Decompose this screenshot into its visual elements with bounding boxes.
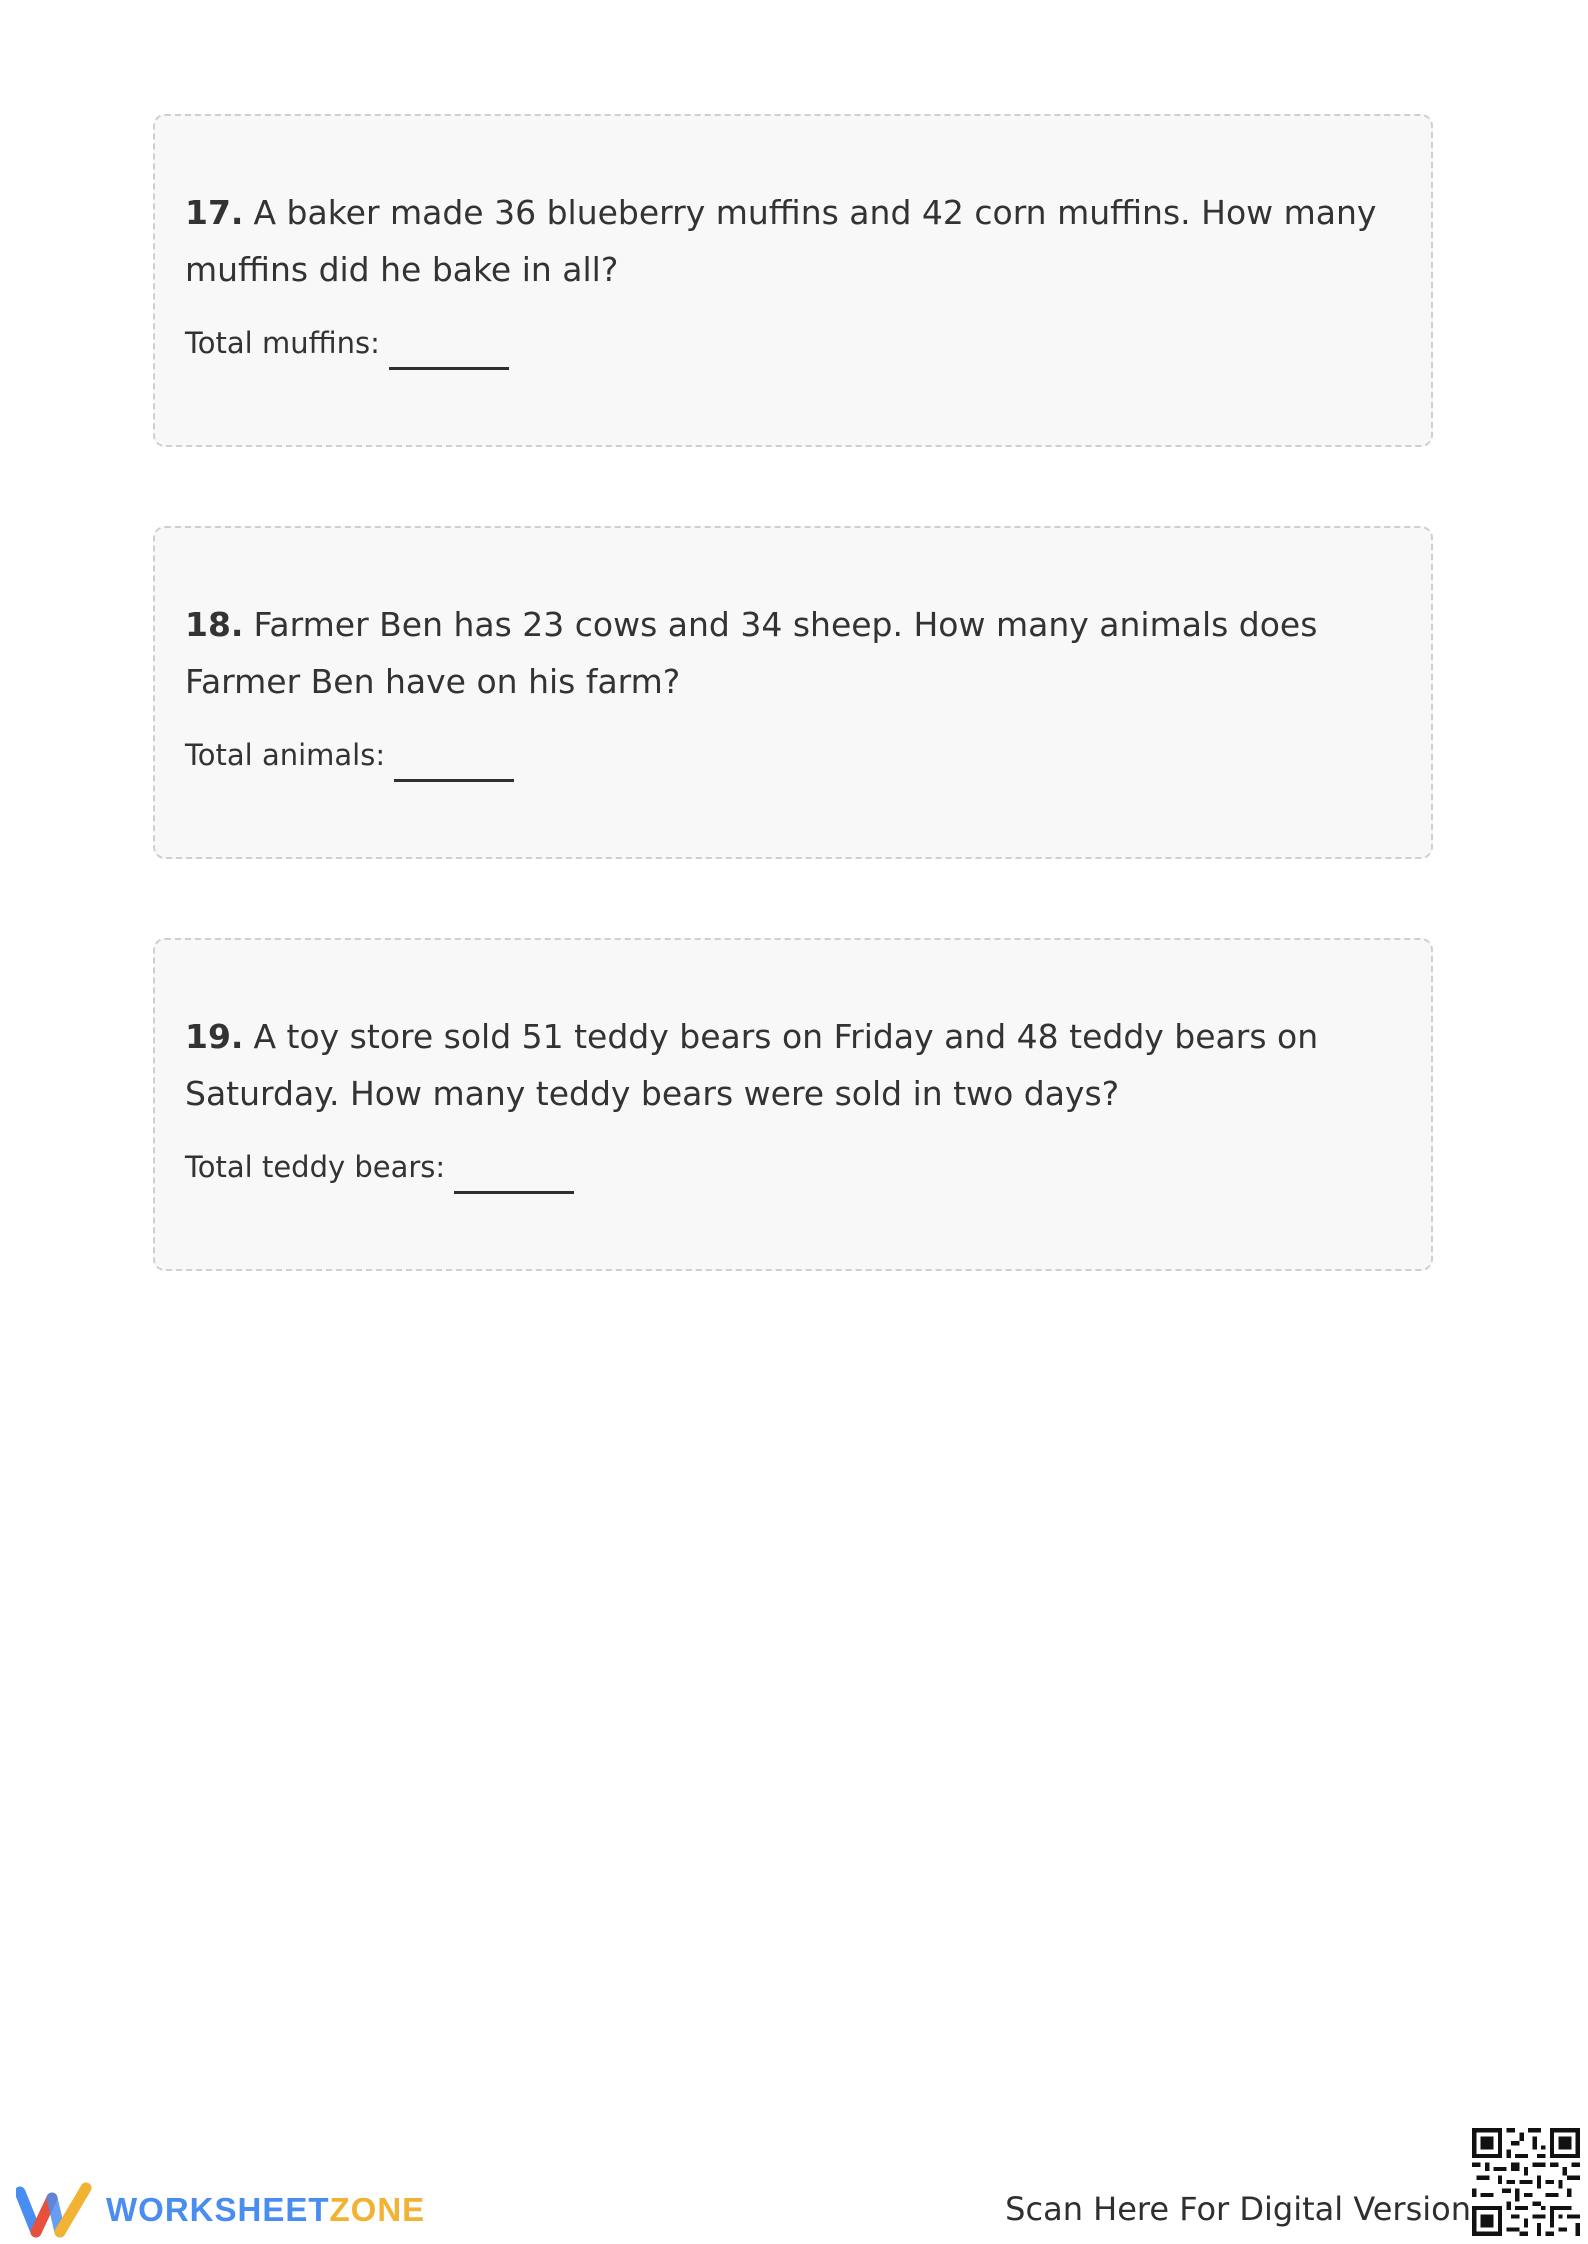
worksheetzone-w-icon	[16, 2182, 94, 2238]
brand-logo[interactable]	[16, 2182, 425, 2238]
answer-label: Total teddy bears:	[185, 1150, 446, 1184]
answer-row	[185, 1150, 1401, 1184]
answer-row	[185, 326, 1401, 360]
question-number: 17.	[185, 193, 244, 232]
answer-blank-line[interactable]	[394, 779, 514, 782]
answer-row	[185, 738, 1401, 772]
question-number: 19.	[185, 1017, 244, 1056]
brand-name-part1: WORKSHEET	[106, 2191, 330, 2228]
answer-label: Total muffins:	[185, 326, 380, 360]
question-text	[185, 596, 1401, 710]
question-number: 18.	[185, 605, 244, 644]
scan-instruction: Scan Here For Digital Version	[1005, 2190, 1471, 2228]
problem-card-17	[153, 114, 1433, 447]
question-text	[185, 184, 1401, 298]
brand-name	[106, 2191, 425, 2229]
question-body: A toy store sold 51 teddy bears on Friday and 48 teddy bears on Saturday. How many teddy bears were sold in two days?	[185, 1017, 1319, 1113]
question-text	[185, 1008, 1401, 1122]
problem-card-19	[153, 938, 1433, 1271]
answer-label: Total animals:	[185, 738, 386, 772]
question-body: A baker made 36 blueberry muffins and 42 corn muffins. How many muffins did he bake in all?	[185, 193, 1377, 289]
answer-blank-line[interactable]	[389, 367, 509, 370]
problem-list	[153, 114, 1433, 1350]
problem-card-18	[153, 526, 1433, 859]
answer-blank-line[interactable]	[454, 1191, 574, 1194]
qr-code-icon[interactable]	[1472, 2128, 1580, 2236]
question-body: Farmer Ben has 23 cows and 34 sheep. How many animals does Farmer Ben have on his farm?	[185, 605, 1318, 701]
brand-name-part2: ZONE	[329, 2191, 426, 2228]
